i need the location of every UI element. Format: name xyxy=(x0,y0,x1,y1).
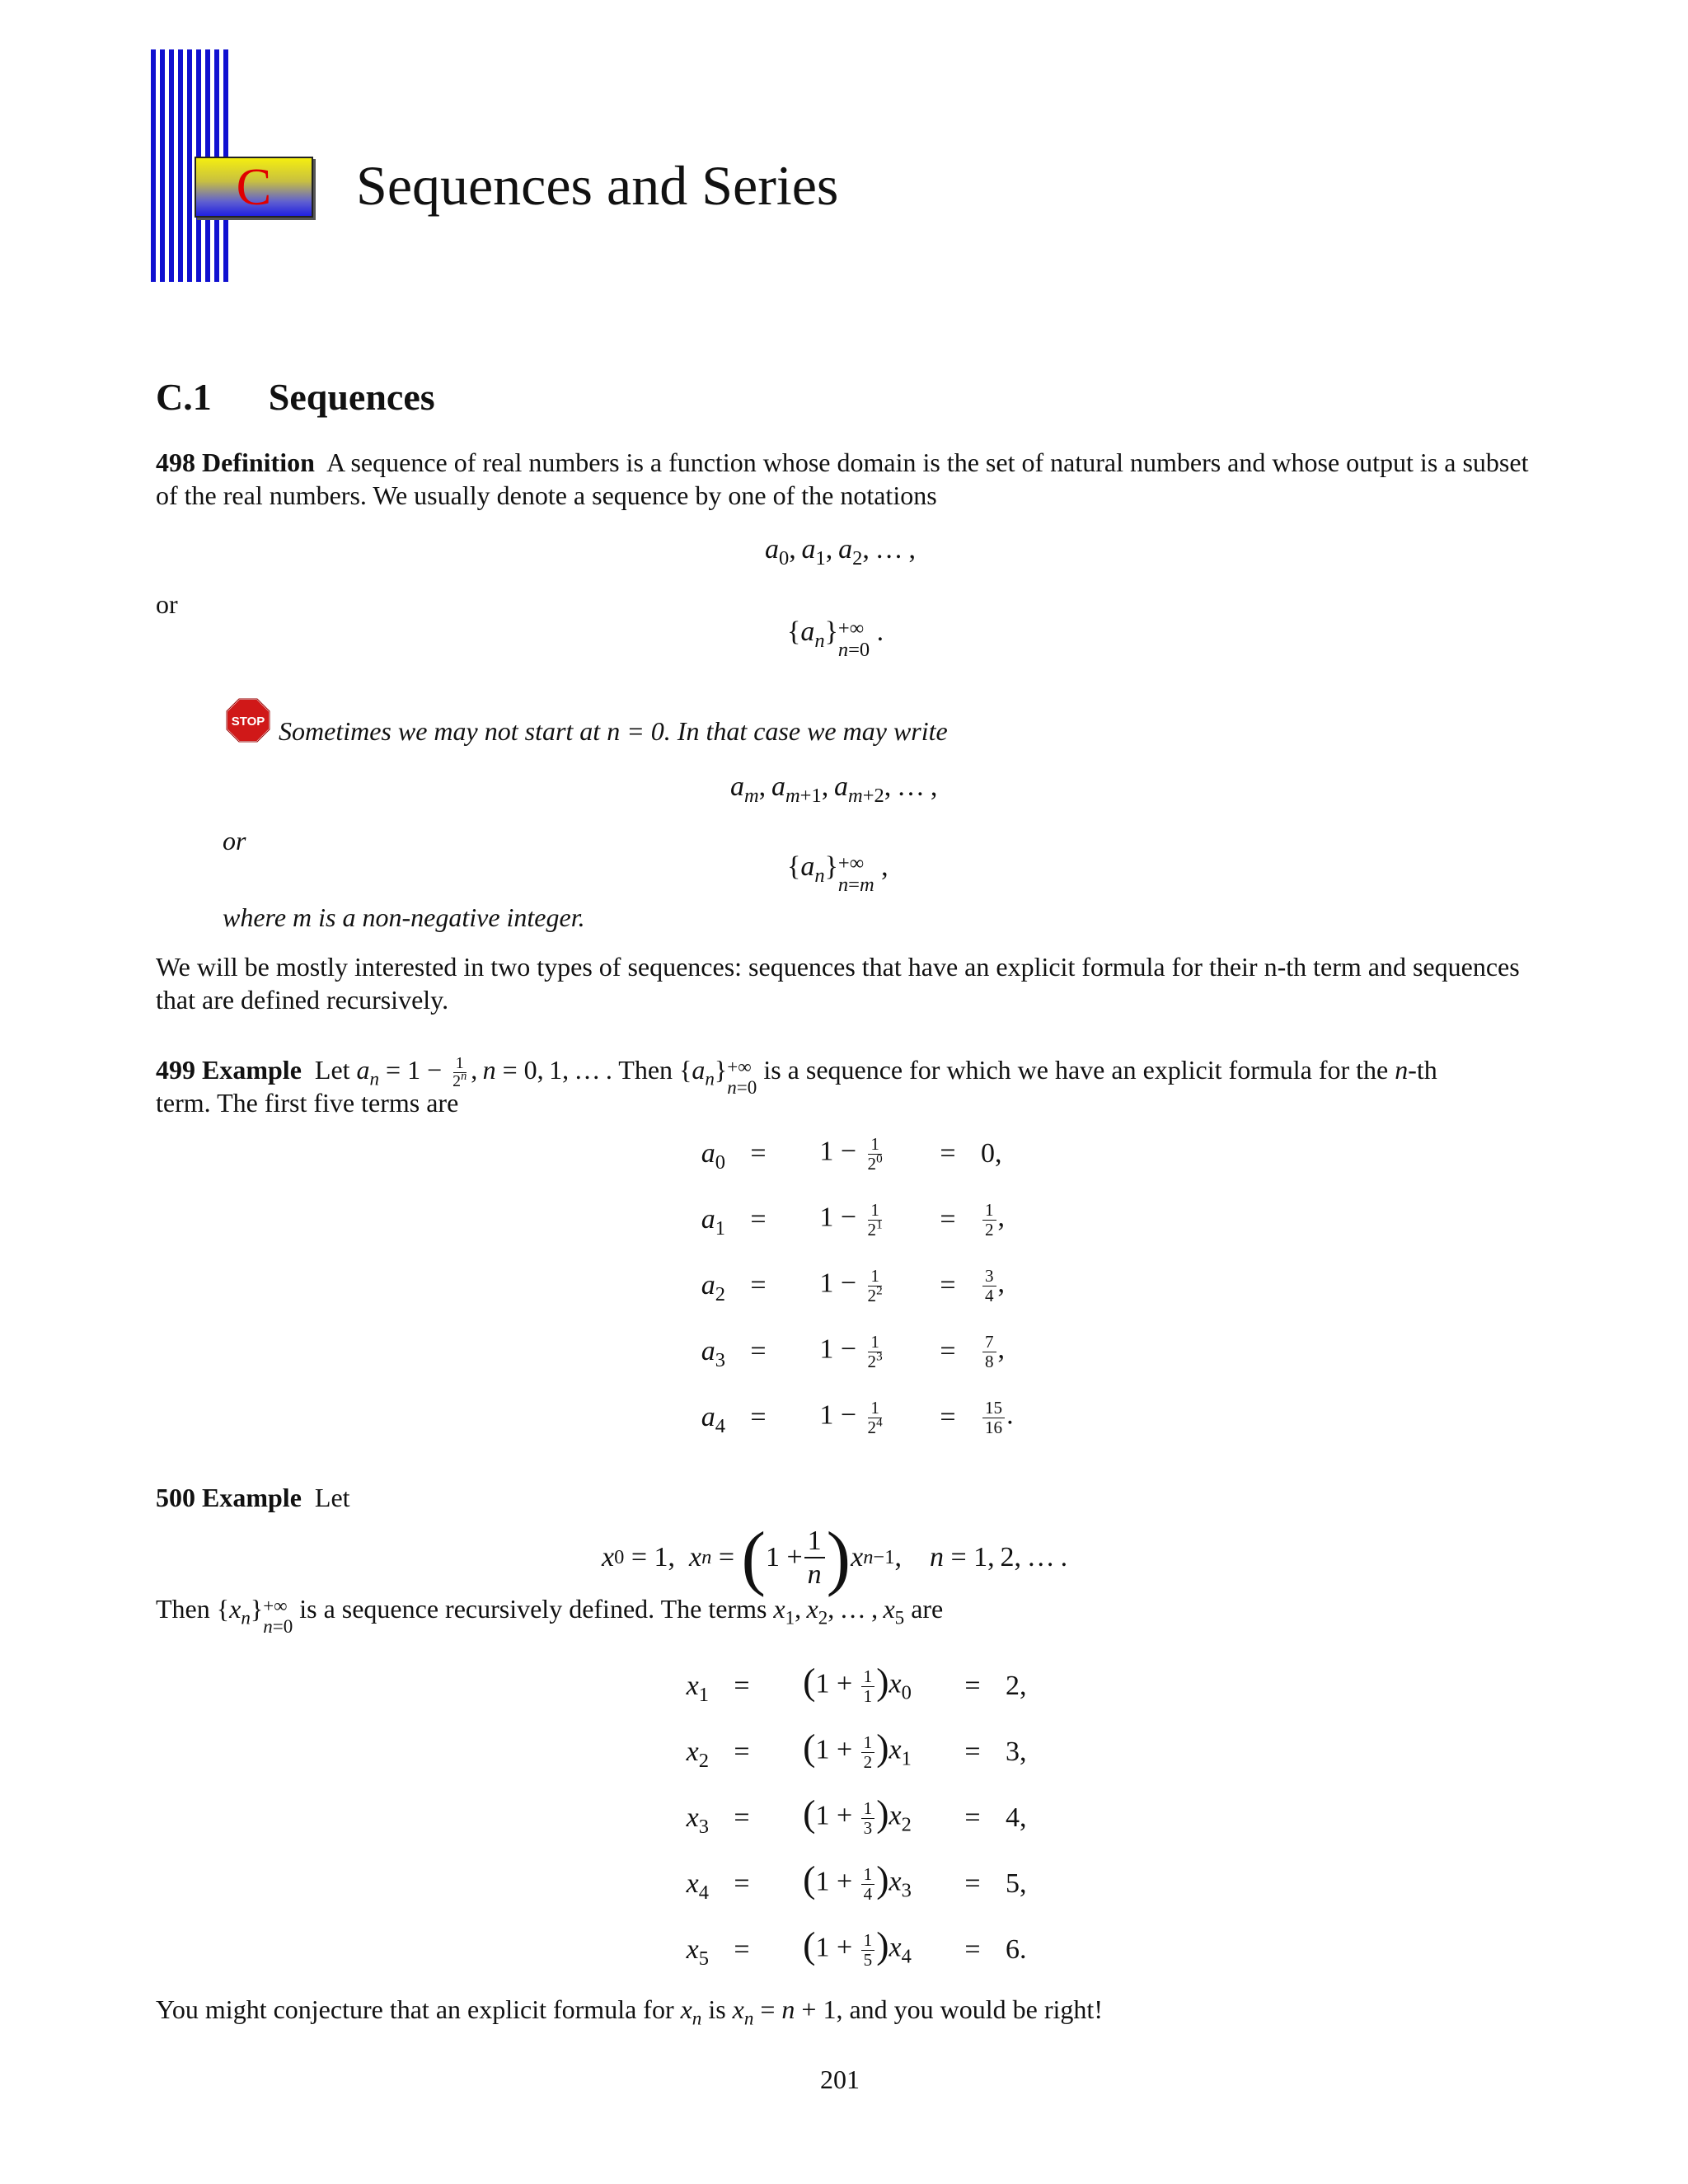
note-line-2: where m is a non-negative integer. xyxy=(223,902,585,932)
eq-seq-am: $a_m$, $a_{m+1}$, $a_{m+2}$, … , xyxy=(730,771,938,807)
final-sentence: You might conjecture that an explicit formula for $x_n$ is $x_n = n + 1$, and you would be right! xyxy=(156,1994,1103,2029)
def-text: A sequence of real numbers is a function whose domain is the set of natural numbers and whose output is a subset of the real numbers. We usually denote a sequence by one of the notations xyxy=(156,448,1529,510)
an-row-4: $a_4$ = 1 − $\frac{1}{2^4}$ = $\frac{15}{16}$ . xyxy=(701,1398,1014,1437)
section-number: C.1 xyxy=(156,376,212,418)
ex500-number: 500 xyxy=(156,1483,195,1512)
example-500: 500 Example Let xyxy=(156,1483,350,1512)
ex500-kind: Example xyxy=(202,1483,302,1512)
section-title: Sequences xyxy=(268,376,435,418)
def-kind: Definition xyxy=(202,448,315,477)
chapter-letter-box xyxy=(195,157,313,218)
xn-row-4: $x_4$ = (1 + $\frac{1}{4}$ )$x_3$ = 5, xyxy=(686,1858,1027,1904)
stop-icon-label: STOP xyxy=(231,715,265,729)
example-499: 499 Example Let $a_n = 1$ − $\frac{1}{2^n}$ , n = 0, 1, … . Then $\{a_n\}$ +∞ n=0 is a sequence for which we have an explicit formula for the n-th xyxy=(156,1054,1437,1098)
ex500-then: Then $\{x_n\}$ +∞ n=0 is a sequence recursively defined. The terms $x_1$, $x_2$, … , $x_5$ are xyxy=(156,1594,944,1637)
note-or: or xyxy=(223,826,246,855)
an-row-3: $a_3$ = 1 − $\frac{1}{2^3}$ = $\frac{7}{8}$ , xyxy=(701,1332,1006,1371)
paragraph-types: We will be mostly interested in two types of sequences: sequences that have an explicit formula for their n-th term and sequences that are defined recursively. xyxy=(156,952,1520,1015)
eq-seq-braces-0: $\{a_n\}$ +∞ n=0 . xyxy=(787,616,884,661)
note-line-1: Sometimes we may not start at n = 0. In that case we may write xyxy=(279,716,948,746)
xn-row-5: $x_5$ = (1 + $\frac{1}{5}$ )$x_4$ = 6. xyxy=(686,1924,1027,1970)
eq-seq-a0: $a_0$, $a_1$, $a_2$, … , xyxy=(765,534,916,569)
chapter-letter: C xyxy=(236,157,272,216)
ex499-kind: Example xyxy=(202,1055,302,1085)
section-heading xyxy=(156,375,435,419)
definition-498 xyxy=(156,446,1532,512)
eq-seq-braces-m: $\{a_n\}$ +∞ n=m , xyxy=(787,851,889,896)
eq-recursive-def: x 0 = 1, x n = ( 1 + 1 n ) x n−1 , n = 1, 2, … . xyxy=(602,1517,1068,1598)
or-text-1: or xyxy=(156,589,178,619)
xn-row-3: $x_3$ = (1 + $\frac{1}{3}$ )$x_2$ = 4, xyxy=(686,1793,1027,1838)
xn-row-2: $x_2$ = (1 + $\frac{1}{2}$ )$x_1$ = 3, xyxy=(686,1727,1027,1772)
chapter-title: Sequences and Series xyxy=(356,154,839,217)
an-row-1: $a_1$ = 1 − $\frac{1}{2^1}$ = $\frac{1}{2}$ , xyxy=(701,1200,1006,1240)
page-number: 201 xyxy=(820,2064,860,2094)
ex499-number: 499 xyxy=(156,1055,195,1085)
an-row-0: $a_0$ = 1 − $\frac{1}{2^0}$ = 0, xyxy=(701,1134,1002,1174)
an-row-2: $a_2$ = 1 − $\frac{1}{2^2}$ = $\frac{3}{4}$ , xyxy=(701,1266,1006,1305)
def-number: 498 xyxy=(156,448,195,477)
stop-icon xyxy=(226,698,270,743)
ex499-text-e: term. The first five terms are xyxy=(156,1088,459,1118)
xn-row-1: $x_1$ = (1 + $\frac{1}{1}$ )$x_0$ = 2, xyxy=(686,1661,1027,1706)
